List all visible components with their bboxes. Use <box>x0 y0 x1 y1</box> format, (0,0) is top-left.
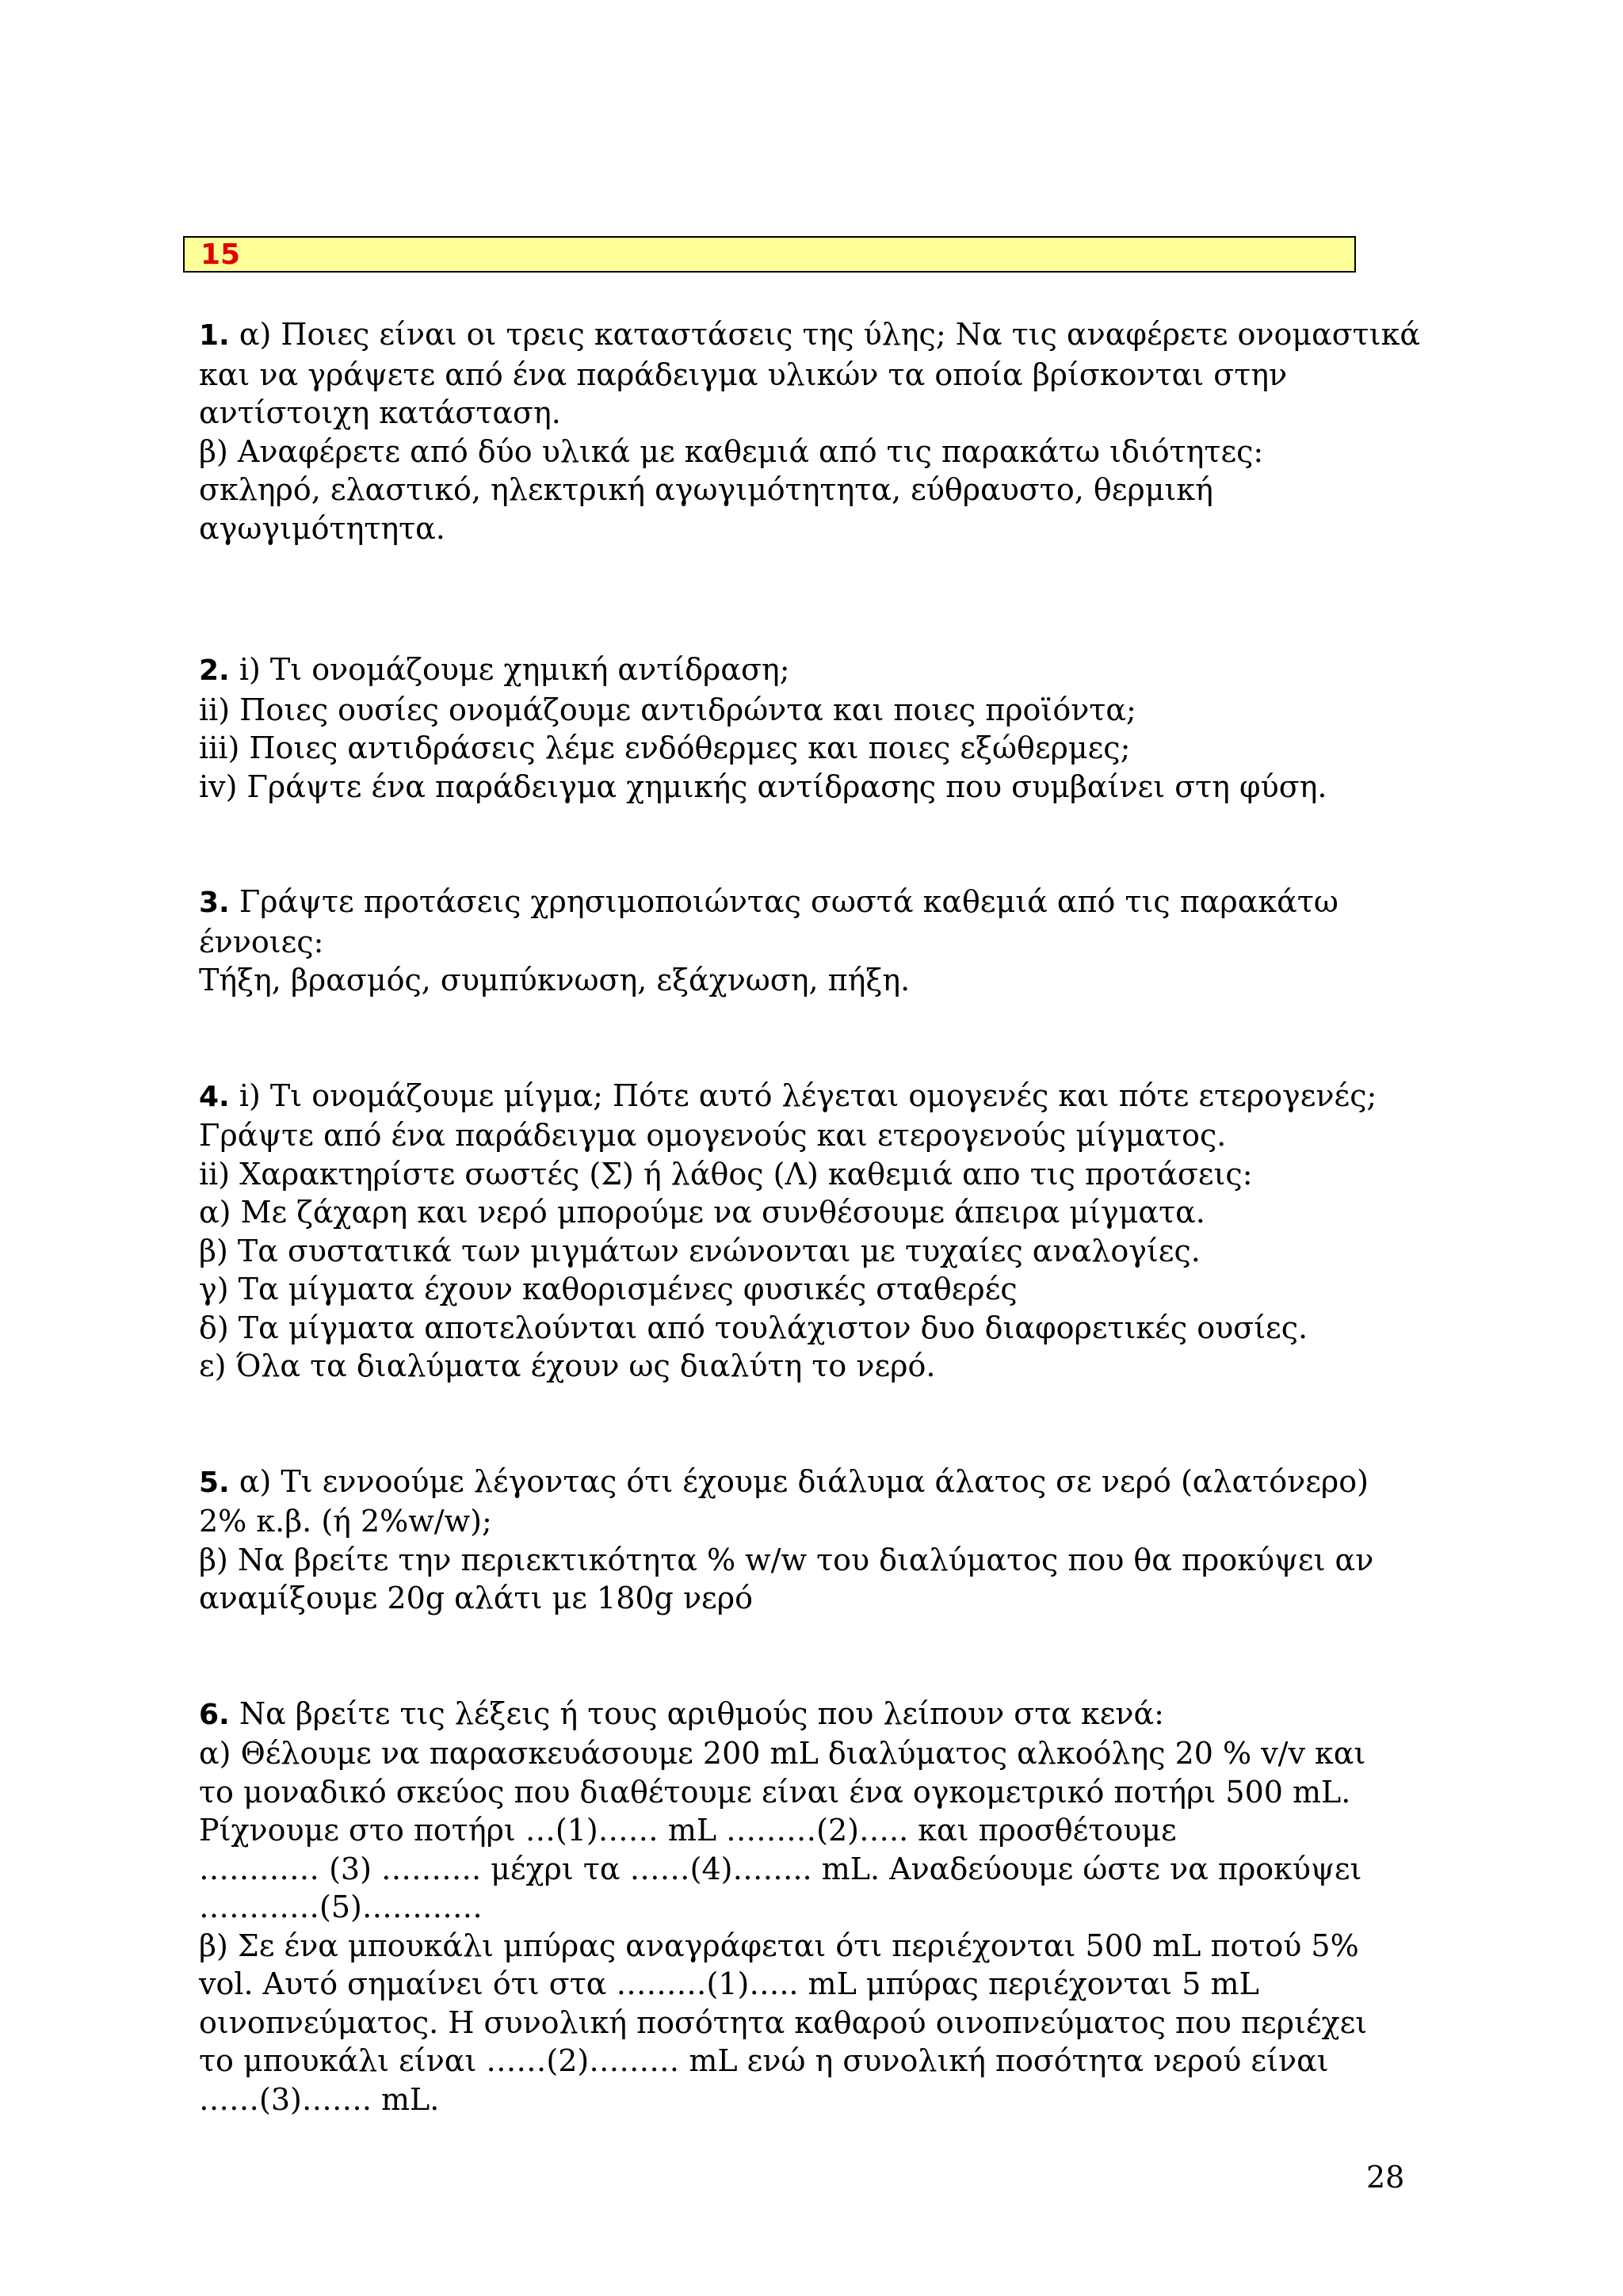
question-line: γ) Τα μίγματα έχουν καθορισμένες φυσικές σταθερές <box>199 1272 1018 1306</box>
question-line: 5. α) Τι εννοούμε λέγοντας ότι έχουμε διάλυμα άλατος σε νερό (αλατόνερο) <box>199 1463 1369 1499</box>
question-line: β) Αναφέρετε από δύο υλικά με καθεμιά από τις παρακάτω ιδιότητες: <box>199 433 1264 469</box>
question-number: 4. <box>199 1080 230 1113</box>
question-line: ……(3)……. mL. <box>199 2081 440 2117</box>
question-number: 6. <box>199 1698 230 1731</box>
question-line: έννοιες: <box>199 924 324 959</box>
questions-content <box>199 315 1435 2119</box>
question-line: iii) Ποιες αντιδράσεις λέμε ενδόθερμες και ποιες εξώθερμες; <box>199 730 1131 765</box>
question-line: 1. α) Ποιες είναι οι τρεις καταστάσεις της ύλης; Να τις αναφέρετε ονομαστικά <box>199 317 1420 352</box>
question-line: β) Να βρείτε την περιεκτικότητα % w/w του διαλύματος που θα προκύψει αν <box>199 1542 1374 1577</box>
question-line: και να γράψετε από ένα παράδειγμα υλικών τα οποία βρίσκονται στην <box>199 357 1288 392</box>
question-line: ε) Όλα τα διαλύματα έχουν ως διαλύτη το νερό. <box>199 1348 936 1383</box>
question-line: το μπουκάλι είναι ……(2)……… mL ενώ η συνολική ποσότητα νερού είναι <box>199 2043 1329 2078</box>
question-line: αντίστοιχη κατάσταση. <box>199 395 561 430</box>
question-line: Γράψτε από ένα παράδειγμα ομογενούς και ετερογενούς μίγματος. <box>199 1118 1227 1153</box>
question-line: αγωγιμότητητα. <box>199 510 445 546</box>
question-line: vol. Αυτό σημαίνει ότι στα ………(1)….. mL μπύρας περιέχονται 5 mL <box>199 1966 1259 2001</box>
question-line: β) Σε ένα μπουκάλι μπύρας αναγράφεται ότι περιέχονται 500 mL ποτού 5% <box>199 1928 1359 1963</box>
section-number: 15 <box>200 238 241 271</box>
question-line: το μοναδικό σκεύος που διαθέτουμε είναι ένα ογκομετρικό ποτήρι 500 mL. <box>199 1774 1351 1810</box>
question-5 <box>199 1463 1435 1618</box>
question-line: 4. i) Τι ονομάζουμε μίγμα; Πότε αυτό λέγεται ομογενές και πότε ετερογενές; <box>199 1077 1377 1113</box>
question-line: β) Τα συστατικά των μιγμάτων ενώνονται με τυχαίες αναλογίες. <box>199 1233 1201 1268</box>
question-line: 3. Γράψτε προτάσεις χρησιμοποιώντας σωστά καθεμιά από τις παρακάτω <box>199 884 1338 919</box>
question-line: 2. i) Τι ονομάζουμε χημική αντίδραση; <box>199 652 790 687</box>
question-6 <box>199 1695 1435 2119</box>
question-line: δ) Τα μίγματα αποτελούνται από τουλάχιστον δυο διαφορετικές ουσίες. <box>199 1310 1308 1345</box>
question-line: σκληρό, ελαστικό, ηλεκτρική αγωγιμότητητα, εύθραυστο, θερμική <box>199 472 1213 507</box>
question-line: iv) Γράψτε ένα παράδειγμα χημικής αντίδρασης που συμβαίνει στη φύση. <box>199 769 1327 804</box>
question-1 <box>199 315 1435 547</box>
question-line: …………(5)………… <box>199 1890 483 1924</box>
question-line: 6. Να βρείτε τις λέξεις ή τους αριθμούς που λείπουν στα κενά: <box>199 1695 1164 1731</box>
section-header-box <box>183 236 1356 273</box>
question-line: οινοπνεύματος. Η συνολική ποσότητα καθαρού οινοπνεύματος που περιέχει <box>199 2004 1368 2040</box>
question-line: ………… (3) ………. μέχρι τα ……(4)…….. mL. Αναδεύουμε ώστε να προκύψει <box>199 1851 1362 1886</box>
question-number: 2. <box>199 654 230 687</box>
question-3 <box>199 883 1435 1000</box>
question-number: 1. <box>199 319 230 352</box>
question-line: 2% κ.β. (ή 2%w/w); <box>199 1504 492 1539</box>
page-number: 28 <box>1366 2160 1405 2195</box>
question-4 <box>199 1077 1435 1386</box>
question-line: αναμίξουμε 20g αλάτι με 180g νερό <box>199 1581 753 1615</box>
question-line: α) Θέλουμε να παρασκευάσουμε 200 mL διαλύματος αλκοόλης 20 % v/v και <box>199 1736 1366 1771</box>
question-line: ii) Ποιες ουσίες ονομάζουμε αντιδρώντα και ποιες προϊόντα; <box>199 692 1136 727</box>
question-number: 5. <box>199 1466 230 1499</box>
question-number: 3. <box>199 887 230 919</box>
question-line: Τήξη, βρασμός, συμπύκνωση, εξάχνωση, πήξη. <box>199 963 911 997</box>
question-line: Ρίχνουμε στο ποτήρι …(1)…… mL ………(2)….. και προσθέτουμε <box>199 1813 1177 1848</box>
question-2 <box>199 650 1435 806</box>
question-line: α) Με ζάχαρη και νερό μπορούμε να συνθέσουμε άπειρα μίγματα. <box>199 1195 1205 1230</box>
question-line: ii) Χαρακτηρίστε σωστές (Σ) ή λάθος (Λ) καθεμιά απο τις προτάσεις: <box>199 1156 1253 1192</box>
